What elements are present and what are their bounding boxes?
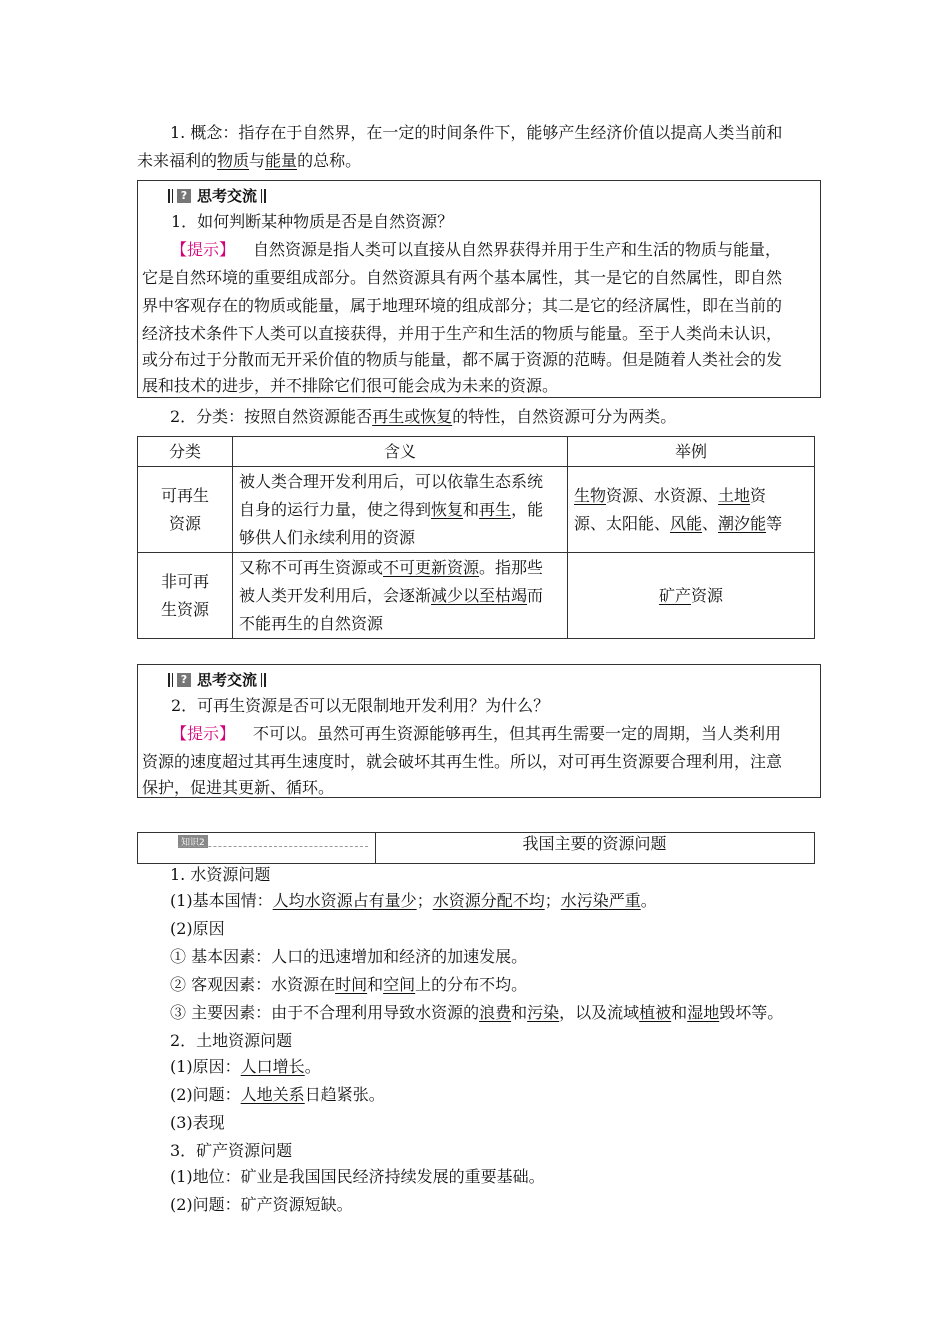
water-cause-3: [170, 1002, 783, 1024]
mineral-position: (1)地位：矿业是我国国民经济持续发展的重要基础。: [170, 1167, 545, 1186]
text: 和: [671, 1003, 688, 1022]
hint-text: 或分布过于分散而无开采价值的物质与能量，都不属于资源的范畴。但是随着人类社会的发: [142, 350, 783, 369]
table-header-row: [138, 437, 815, 467]
underlined-term: 生物: [574, 485, 607, 505]
text: 资源、水资源、: [606, 485, 719, 505]
water-basic: [170, 890, 657, 912]
hint-text: 界中客观存在的物质或能量，属于地理环境的组成部分；其二是它的经济属性，即在当前的: [142, 296, 783, 315]
underlined-term: 植被: [639, 1003, 672, 1022]
text: 和: [463, 499, 480, 519]
water-cause: (2)原因: [170, 919, 225, 938]
cell-line: [574, 482, 808, 510]
think-header: [168, 185, 266, 206]
table-cell: [138, 553, 233, 639]
text: ，能: [511, 499, 544, 519]
section-title: 3．矿产资源问题: [170, 1141, 293, 1160]
water-cause-2: [170, 974, 527, 996]
cell-line: 不能再生的自然资源: [239, 613, 384, 633]
hint-text: 它是自然环境的重要组成部分。自然资源具有两个基本属性，其一是它的自然属性，即自然: [142, 268, 783, 287]
section-title: 1. 水资源问题: [170, 865, 271, 884]
table-cell: [568, 553, 815, 639]
table-row: [138, 467, 815, 553]
hint-text: 自然资源是指人类可以直接从自然界获得并用于生产和生活的物质与能量，: [253, 240, 782, 259]
underlined-term: 浪费: [479, 1003, 512, 1022]
text: 与: [249, 151, 266, 170]
cell-line: 可再生: [160, 485, 209, 505]
think-question: 1．如何判断某种物质是否是自然资源？: [171, 212, 454, 231]
hint-text: 不可以。虽然可再生资源能够再生，但其再生需要一定的周期，当人类利用: [253, 724, 782, 743]
bar-icon: [261, 673, 266, 687]
classify-line: [170, 406, 676, 428]
section-title: 2．土地资源问题: [170, 1031, 293, 1050]
cell-line: 非可再: [160, 571, 209, 591]
think-question: 2．可再生资源是否可以无限制地开发利用？为什么？: [171, 696, 550, 715]
underlined-term: 矿产: [658, 585, 691, 605]
underlined-term: 水资源分配不均: [432, 891, 545, 910]
underlined-term: 潮汐能: [718, 513, 767, 533]
underlined-term: 不可更新资源: [383, 557, 480, 577]
classification-table: [137, 436, 815, 639]
think-header: [168, 669, 266, 690]
text: 而: [527, 585, 544, 605]
hint-label: 【提示】: [171, 724, 236, 743]
underlined-term: 湿地: [687, 1003, 720, 1022]
underlined-term: 水污染严重: [560, 891, 641, 910]
cell-line: [239, 554, 561, 582]
text: 等: [766, 513, 783, 533]
land-problem: [170, 1084, 385, 1106]
text: 源、太阳能、: [574, 513, 671, 533]
hint-label: 【提示】: [171, 240, 236, 259]
underlined-term: 风能: [670, 513, 703, 533]
table-row: [138, 553, 815, 639]
underlined-term: 人口增长: [240, 1057, 305, 1076]
arrow-icon: [178, 846, 368, 847]
concept-line-1: 1. 概念：指存在于自然界，在一定的时间条件下，能够产生经济价值以提高人类当前和: [170, 123, 783, 142]
table-cell: [138, 467, 233, 553]
text: 被人类开发利用后，会逐渐: [239, 585, 432, 605]
text: 。: [640, 891, 657, 910]
cell-line: 资源: [168, 513, 201, 533]
cell-line: 生资源: [160, 599, 209, 619]
text: 日趋紧张。: [304, 1085, 385, 1104]
bar-icon: [261, 189, 266, 203]
cell-line: [239, 582, 561, 610]
text: 和: [511, 1003, 528, 1022]
text: 上的分布不均。: [415, 975, 528, 994]
knowledge-title: 我国主要的资源问题: [522, 834, 667, 853]
water-cause-1: ① 基本因素：人口的迅速增加和经济的加速发展。: [170, 947, 528, 966]
hint-text: 保护，促进其更新、循环。: [142, 778, 335, 797]
underlined-term: 能量: [265, 151, 298, 170]
land-reason: [170, 1056, 321, 1078]
hint-text: 资源的速度超过其再生速度时，就会破坏其再生性。所以，对可再生资源要合理利用，注意: [142, 752, 783, 771]
land-show: (3)表现: [170, 1113, 225, 1132]
underlined-term: 再生或恢复: [372, 407, 453, 426]
hint-line: [171, 723, 781, 745]
cell-line: [239, 496, 561, 524]
text: ③ 主要因素：由于不合理利用导致水资源的: [170, 1003, 480, 1022]
underlined-term: 物质: [217, 151, 250, 170]
text: 未来福利的: [137, 151, 218, 170]
think-header-label: 思考交流: [197, 671, 258, 689]
underlined-term: 时间: [335, 975, 368, 994]
table-header: 举例: [568, 437, 815, 467]
text: 。指那些: [479, 557, 544, 577]
knowledge-tag: 知识2: [178, 835, 208, 848]
think-box-1: [137, 180, 821, 398]
table-cell: [233, 467, 568, 553]
underlined-term: 人均水资源占有量少: [272, 891, 417, 910]
underlined-term: 空间: [383, 975, 416, 994]
think-box-2: [137, 664, 821, 798]
underlined-term: 减少以至枯竭: [431, 585, 528, 605]
text: 的特性，自然资源可分为两类。: [452, 407, 677, 426]
text: ；: [544, 891, 561, 910]
text: ② 客观因素：水资源在: [170, 975, 336, 994]
cell-line: [574, 510, 808, 538]
question-icon: ?: [177, 673, 191, 687]
hint-text: 经济技术条件下人类可以直接获得，并用于生产和生活的物质与能量。至于人类尚未认识，: [142, 324, 783, 343]
text: 又称不可再生资源或: [239, 557, 384, 577]
text: (1)基本国情：: [170, 891, 273, 910]
table-header: 含义: [233, 437, 568, 467]
text: (1)原因：: [170, 1057, 241, 1076]
text: 。: [304, 1057, 321, 1076]
underlined-term: 人地关系: [240, 1085, 305, 1104]
hint-text: 展和技术的进步，并不排除它们很可能会成为未来的资源。: [142, 376, 559, 395]
text: 毁坏等。: [719, 1003, 784, 1022]
text: 资源: [691, 585, 724, 605]
underlined-term: 土地: [718, 485, 751, 505]
bar-icon: [168, 189, 173, 203]
question-icon: ?: [177, 189, 191, 203]
text: 自身的运行力量，使之得到: [239, 499, 432, 519]
cell-line: 够供人们永续利用的资源: [239, 527, 416, 547]
table-header: 分类: [138, 437, 233, 467]
bar-icon: [168, 673, 173, 687]
table-cell: [568, 467, 815, 553]
text: (2)问题：: [170, 1085, 241, 1104]
mineral-problem: (2)问题：矿产资源短缺。: [170, 1195, 353, 1214]
text: ；: [416, 891, 433, 910]
text: 2．分类：按照自然资源能否: [170, 407, 373, 426]
text: 的总称。: [297, 151, 362, 170]
underlined-term: 再生: [479, 499, 512, 519]
table-cell: [233, 553, 568, 639]
think-header-label: 思考交流: [197, 187, 258, 205]
concept-line-2: [137, 150, 361, 172]
text: ，以及流域: [559, 1003, 640, 1022]
text: 、: [702, 513, 719, 533]
underlined-term: 污染: [527, 1003, 560, 1022]
knowledge-header: [137, 832, 815, 864]
cell-line: 被人类合理开发利用后，可以依靠生态系统: [239, 471, 544, 491]
hint-line: [171, 239, 781, 261]
text: 资: [750, 485, 767, 505]
underlined-term: 恢复: [431, 499, 464, 519]
text: 和: [367, 975, 384, 994]
